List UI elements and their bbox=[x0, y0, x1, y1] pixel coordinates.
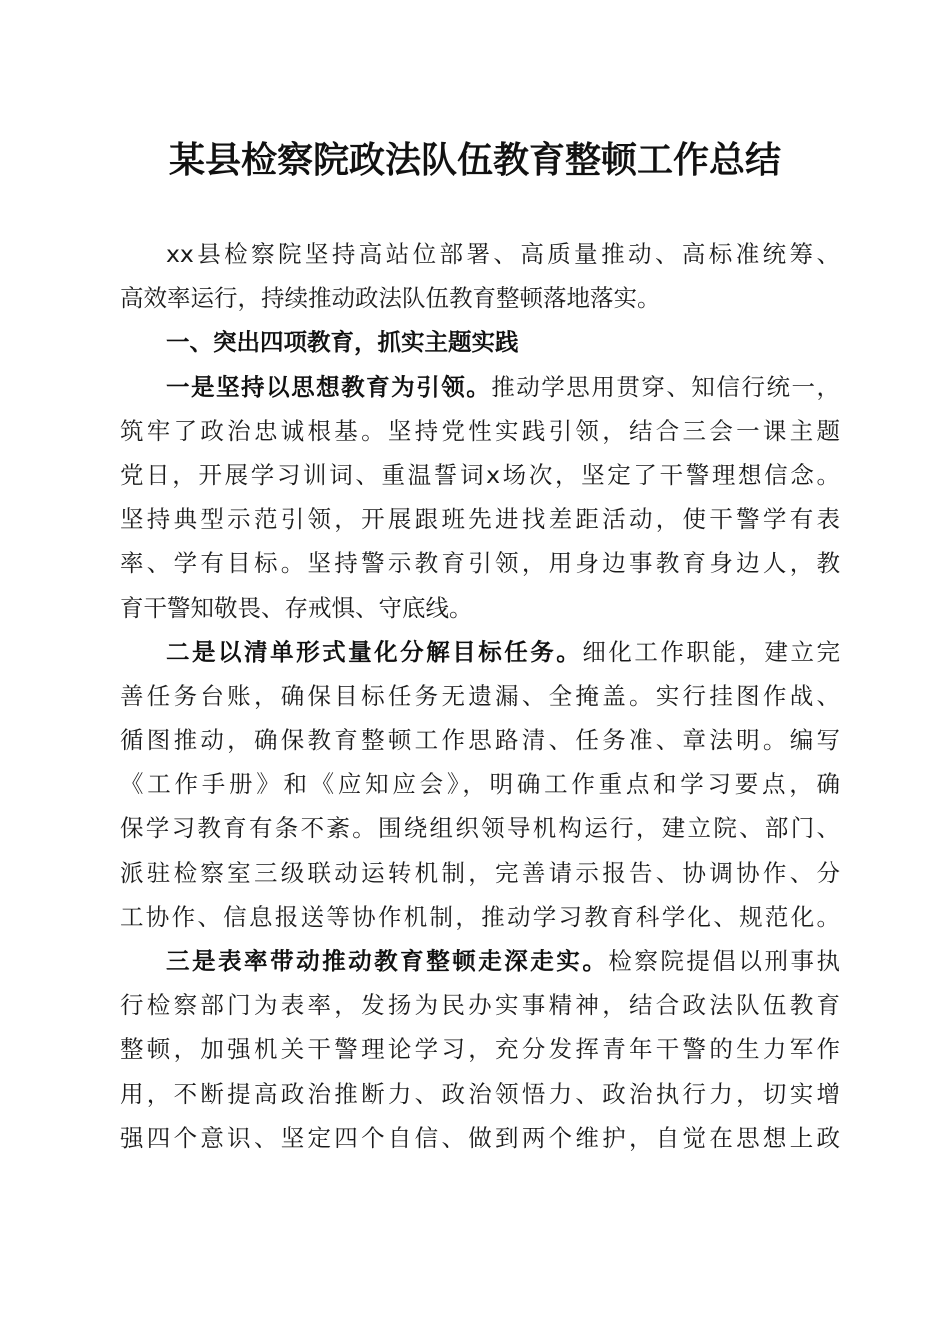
paragraph-line bbox=[120, 939, 840, 983]
document-title: 某县检察院政法队伍教育整顿工作总结 bbox=[168, 139, 781, 181]
paragraph-line: 党日，开展学习训词、重温誓词x场次，坚定了干警理想信念。 bbox=[120, 460, 840, 489]
paragraph-text: 检察院提倡以刑事执 bbox=[608, 947, 841, 975]
paragraph-line: 筑牢了政治忠诚根基。坚持党性实践引领，结合三会一课主题 bbox=[120, 416, 840, 445]
paragraph-line: 《工作手册》和《应知应会》，明确工作重点和学习要点，确 bbox=[120, 770, 840, 799]
paragraph-line: 保学习教育有条不紊。围绕组织领导机构运行，建立院、部门、 bbox=[120, 814, 840, 843]
document-body bbox=[120, 232, 840, 1160]
paragraph-line: 用，不断提高政治推断力、政治领悟力、政治执行力，切实增 bbox=[120, 1079, 840, 1108]
paragraph-lead: 三是表率带动推动教育整顿走深走实。 bbox=[166, 947, 609, 975]
paragraph-line bbox=[120, 630, 840, 674]
paragraph-text: 推动学思用贯穿、知信行统一， bbox=[491, 372, 840, 401]
intro-line: xx县检察院坚持高站位部署、高质量推动、高标准统筹、 bbox=[166, 240, 840, 268]
paragraph-line: 派驻检察室三级联动运转机制，完善请示报告、协调协作、分 bbox=[120, 858, 840, 887]
paragraph-lead: 一是坚持以思想教育为引领。 bbox=[166, 372, 492, 401]
paragraph-line: 循图推动，确保教育整顿工作思路清、任务准、章法明。编写 bbox=[120, 726, 840, 755]
paragraph-line: 率、学有目标。坚持警示教育引领，用身边事教育身边人，教 bbox=[120, 549, 840, 578]
paragraph-line: 行检察部门为表率，发扬为民办实事精神，结合政法队伍教育 bbox=[120, 991, 840, 1020]
paragraph-line: 育干警知敬畏、存戒惧、守底线。 bbox=[120, 593, 473, 622]
intro-line: 高效率运行，持续推动政法队伍教育整顿落地落实。 bbox=[120, 284, 661, 313]
paragraph-line: 强四个意识、坚定四个自信、做到两个维护，自觉在思想上政 bbox=[120, 1123, 840, 1152]
paragraph-line: 善任务台账，确保目标任务无遗漏、全掩盖。实行挂图作战、 bbox=[120, 681, 840, 710]
paragraph-line bbox=[120, 365, 840, 409]
paragraph-line: 坚持典型示范引领，开展跟班先进找差距活动，使干警学有表 bbox=[120, 505, 840, 534]
paragraph-line: 整顿，加强机关干警理论学习，充分发挥青年干警的生力军作 bbox=[120, 1035, 840, 1064]
paragraph-lead: 二是以清单形式量化分解目标任务。 bbox=[166, 637, 583, 666]
paragraph-text: 细化工作职能，建立完 bbox=[582, 637, 841, 666]
paragraph-line: 工协作、信息报送等协作机制，推动学习教育科学化、规范化。 bbox=[120, 902, 840, 931]
section-heading: 一、突出四项教育，抓实主题实践 bbox=[166, 328, 519, 357]
